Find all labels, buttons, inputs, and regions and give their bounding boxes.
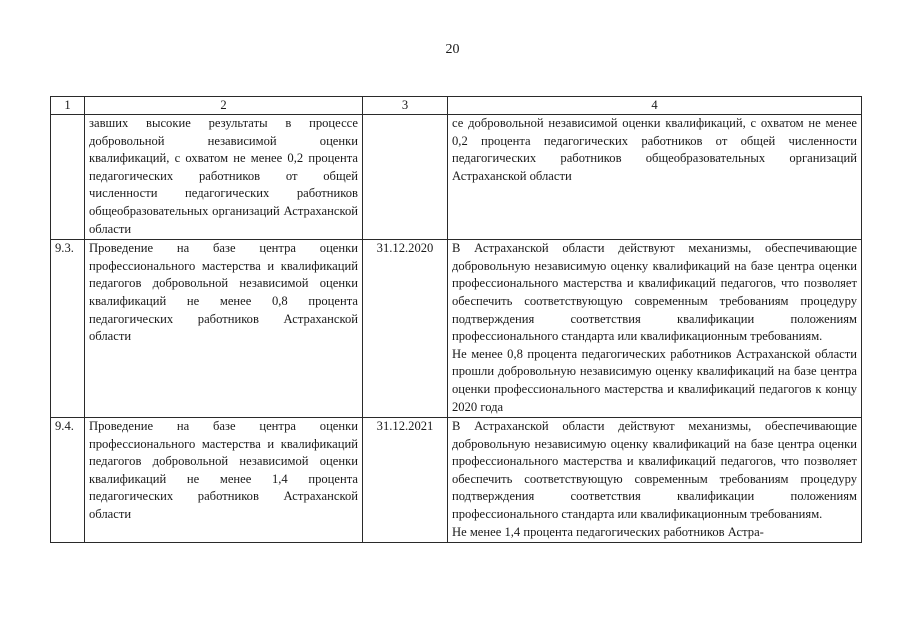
deadline-date: 31.12.2020 — [363, 240, 448, 418]
table-header-row — [51, 97, 862, 115]
deadline-date — [363, 115, 448, 240]
row-number — [51, 115, 85, 240]
table-row — [51, 115, 862, 240]
measures-table — [50, 96, 862, 543]
column-header-4: 4 — [448, 97, 862, 115]
measure-name: завших высокие результаты в процессе добровольной независимой оценки квалификаций, с охватом не менее 0,2 процента педагогических работников от общей численности педагогических работников общеобразовательных организаций Астраханской области — [85, 115, 363, 240]
result-paragraph: Не менее 0,8 процента педагогических работников Астраханской области прошли добровольную независимую оценку квалификаций на базе центра оценки профессионального мастерства и квалификаций педагогов к концу 2020 года — [452, 346, 857, 414]
measure-name: Проведение на базе центра оценки профессионального мастерства и квалификаций педагогов добровольной независимой оценки квалификаций не менее 0,8 процента педагогических работников Астраханской области — [85, 240, 363, 418]
expected-result — [448, 418, 862, 543]
row-number: 9.4. — [51, 418, 85, 543]
result-paragraph: В Астраханской области действуют механизмы, обеспечивающие добровольную независимую оценку квалификаций на базе центра оценки профессионального мастерства и квалификаций педагогов, что позволяет обеспечить соответствующую современным требованиям процедуру подтверждения соответствия квалификации положениям профессионального стандарта или квалификационным требованиям. — [452, 419, 857, 522]
column-header-1: 1 — [51, 97, 85, 115]
result-paragraph: се добровольной независимой оценки квалификаций, с охватом не менее 0,2 процента педагогических работников от общей численности педагогических работников общеобразовательных организаций Астраханской области — [452, 116, 857, 183]
page-number: 20 — [445, 42, 460, 57]
measure-name: Проведение на базе центра оценки профессионального мастерства и квалификаций педагогов добровольной независимой оценки квалификаций не менее 1,4 процента педагогических работников Астраханской области — [85, 418, 363, 543]
expected-result — [448, 240, 862, 418]
row-number: 9.3. — [51, 240, 85, 418]
result-paragraph: В Астраханской области действуют механизмы, обеспечивающие добровольную независимую оценку квалификаций на базе центра оценки профессионального мастерства и квалификаций педагогов, что позволяет обеспечить соответствующую современным требованиям процедуру подтверждения соответствия квалификации положениям профессионального стандарта или квалификационным требованиям. — [452, 241, 857, 344]
column-header-3: 3 — [363, 97, 448, 115]
column-header-2: 2 — [85, 97, 363, 115]
deadline-date: 31.12.2021 — [363, 418, 448, 543]
expected-result — [448, 115, 862, 240]
table-row — [51, 240, 862, 418]
table-row — [51, 418, 862, 543]
result-paragraph: Не менее 1,4 процента педагогических работников Астра- — [452, 524, 764, 539]
